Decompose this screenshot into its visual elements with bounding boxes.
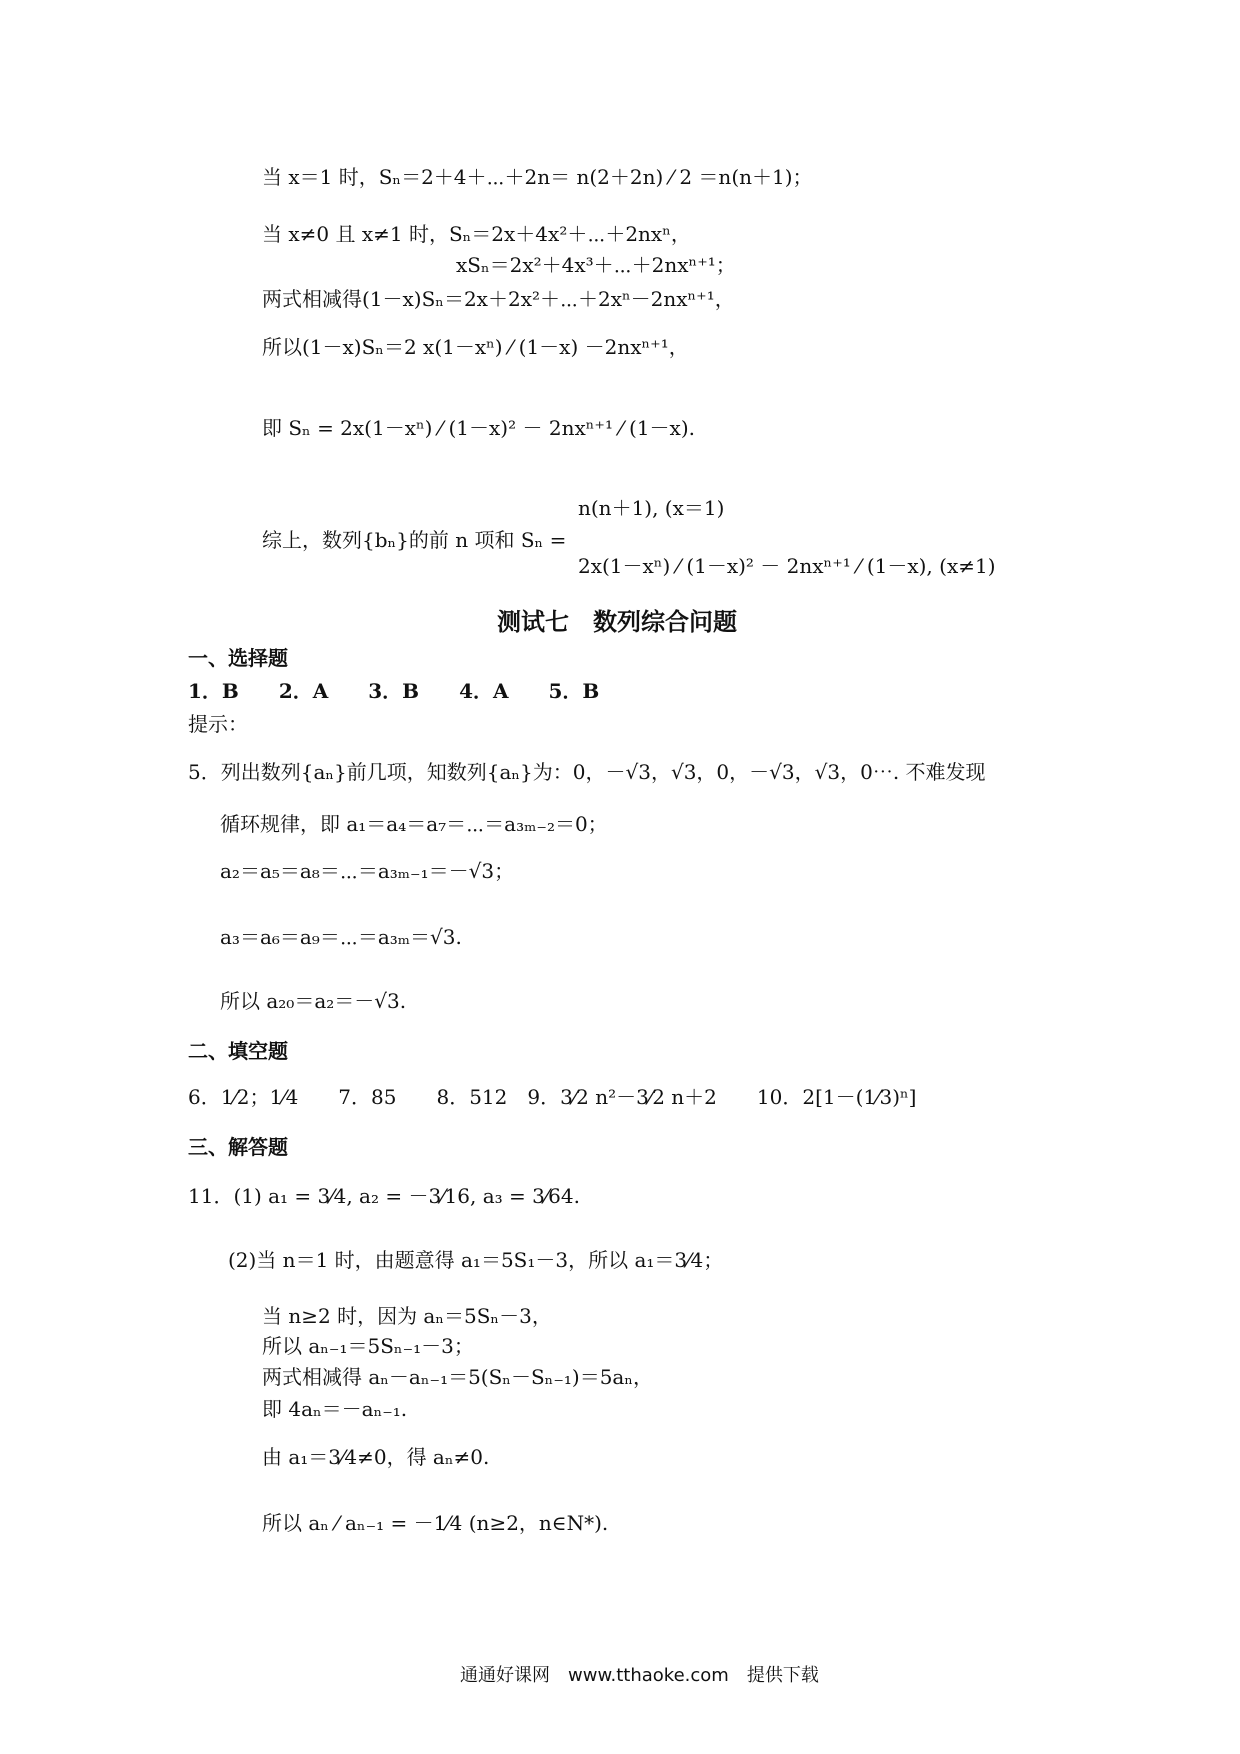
- sn-case-x-not-0-1: 当 x≠0 且 x≠1 时，Sₙ＝2x＋4x²＋⋯＋2nxⁿ，: [262, 222, 691, 246]
- sn-case-x-equals-1: 当 x＝1 时，Sₙ＝2＋4＋⋯＋2n＝ n(2＋2n) ⁄ 2 ＝n(n＋1)；: [262, 165, 813, 189]
- summary-case-2: 2x(1－xⁿ) ⁄ (1－x)² － 2nxⁿ⁺¹ ⁄ (1－x), (x≠1): [578, 554, 996, 578]
- section-solutions: 三、解答题: [188, 1135, 288, 1159]
- q11-line-6: 即 4aₙ＝－aₙ₋₁.: [262, 1397, 408, 1421]
- q11-line-3: 当 n≥2 时，因为 aₙ＝5Sₙ－3，: [262, 1304, 552, 1328]
- q5-line-2: 循环规律，即 a₁＝a₄＝a₇＝⋯＝a₃ₘ₋₂＝0；: [220, 812, 608, 836]
- q11-line-8: 所以 aₙ ⁄ aₙ₋₁ = －1⁄4 (n≥2，n∈N*).: [262, 1511, 609, 1535]
- q11-line-5: 两式相减得 aₙ－aₙ₋₁＝5(Sₙ－Sₙ₋₁)＝5aₙ，: [262, 1365, 653, 1389]
- so-line: 所以(1－x)Sₙ＝2 x(1－xⁿ) ⁄ (1－x) －2nxⁿ⁺¹，: [262, 335, 689, 359]
- summary-label: 综上，数列{bₙ}的前 n 项和 Sₙ =: [262, 528, 567, 552]
- subtract-line: 两式相减得(1－x)Sₙ＝2x＋2x²＋⋯＋2xⁿ－2nxⁿ⁺¹，: [262, 287, 735, 311]
- test-title: 测试七 数列综合问题: [497, 607, 737, 636]
- fill-answers: 6．1⁄2；1⁄4 7．85 8．512 9．3⁄2 n²－3⁄2 n＋2 10．2[1－(1⁄3)ⁿ]: [188, 1085, 917, 1109]
- q11-part-1: 11．(1) a₁ = 3⁄4, a₂ = －3⁄16, a₃ = 3⁄64.: [188, 1184, 580, 1208]
- x-sn-expression: xSₙ＝2x²＋4x³＋⋯＋2nxⁿ⁺¹；: [456, 253, 736, 277]
- hint-label: 提示：: [188, 712, 248, 736]
- sn-result: 即 Sₙ = 2x(1－xⁿ) ⁄ (1－x)² － 2nxⁿ⁺¹ ⁄ (1－x).: [262, 416, 695, 440]
- q11-part-2: (2)当 n＝1 时，由题意得 a₁＝5S₁－3，所以 a₁＝3⁄4；: [228, 1248, 724, 1272]
- q5-line-3: a₂＝a₅＝a₈＝⋯＝a₃ₘ₋₁＝－√3；: [220, 859, 515, 883]
- q5-line-1: 5．列出数列{aₙ}前几项，知数列{aₙ}为：0，－√3，√3，0，－√3，√3，0⋯. 不难发现: [188, 760, 986, 784]
- section-fill-blank: 二、填空题: [188, 1039, 288, 1063]
- q11-line-4: 所以 aₙ₋₁＝5Sₙ₋₁－3；: [262, 1334, 474, 1358]
- page-footer: 通通好课网 www.tthaoke.com 提供下载: [460, 1665, 819, 1686]
- section-multiple-choice: 一、选择题: [188, 646, 288, 670]
- q11-line-7: 由 a₁＝3⁄4≠0，得 aₙ≠0.: [262, 1445, 490, 1469]
- q5-line-5: 所以 a₂₀＝a₂＝－√3.: [220, 989, 407, 1013]
- q5-line-4: a₃＝a₆＝a₉＝⋯＝a₃ₘ＝√3.: [220, 925, 462, 949]
- mc-answers: 1．B 2．A 3．B 4．A 5．B: [188, 679, 600, 703]
- summary-case-1: n(n＋1), (x＝1): [578, 496, 725, 520]
